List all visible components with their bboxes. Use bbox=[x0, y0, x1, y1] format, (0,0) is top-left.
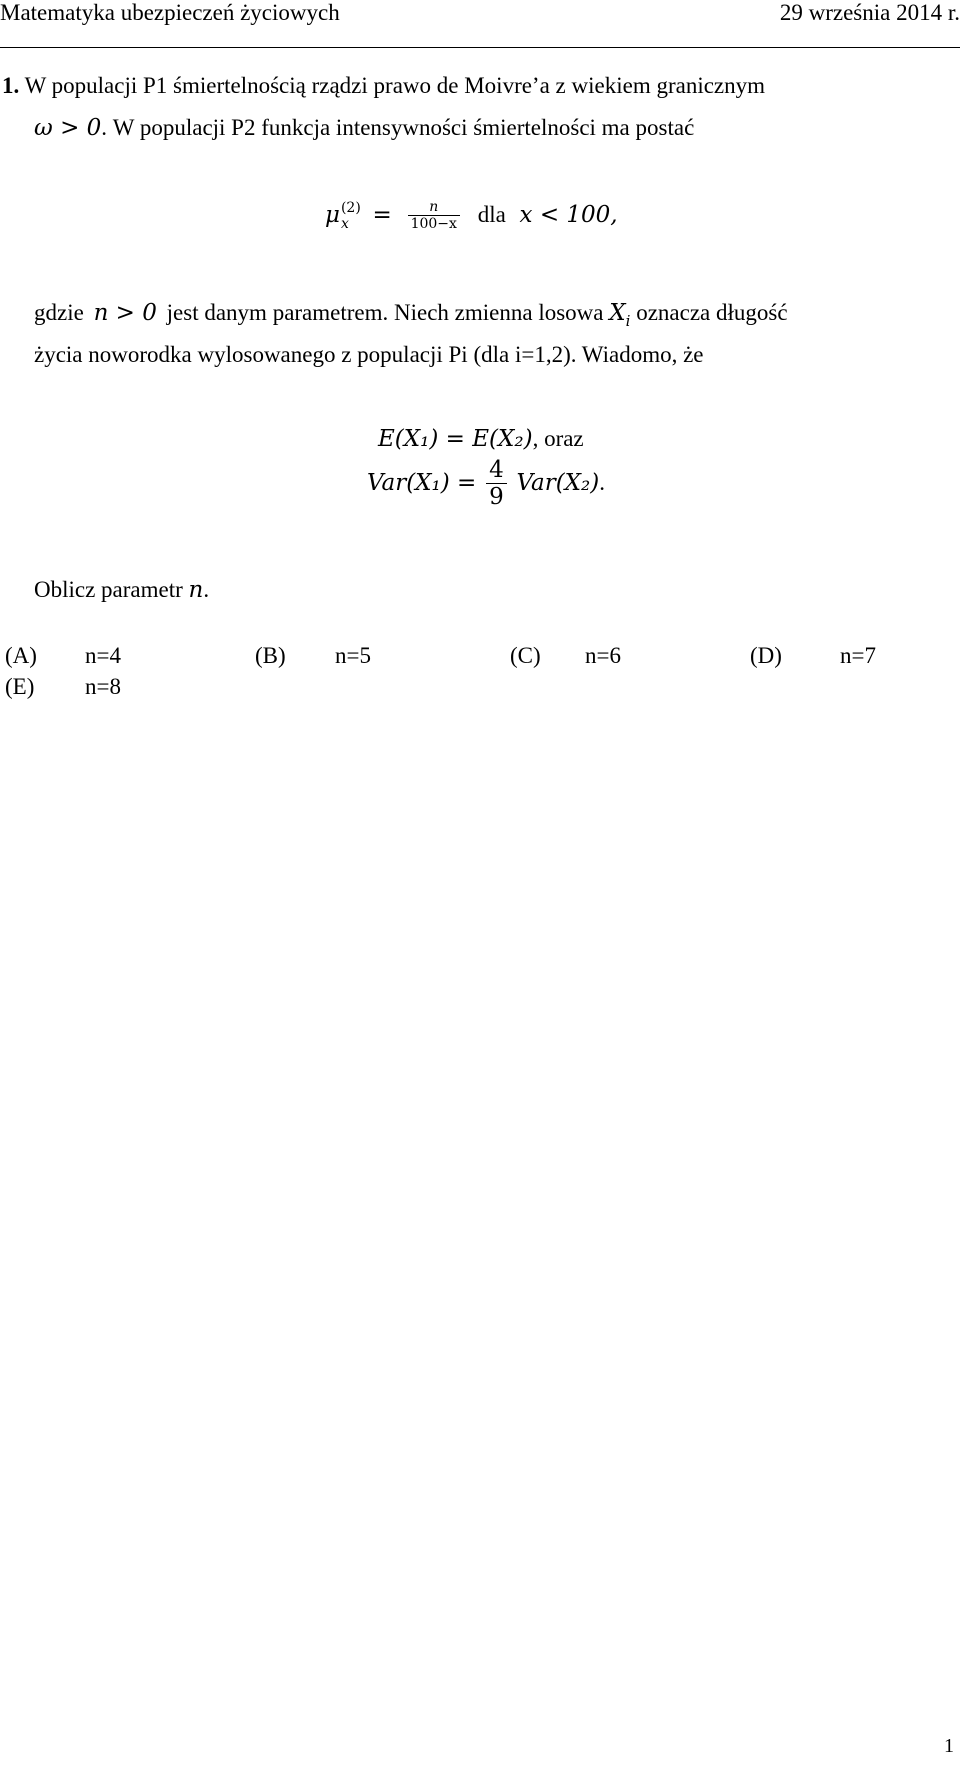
answer-label-b: (B) bbox=[255, 643, 286, 668]
cond2-right: Var(X₂) bbox=[516, 470, 600, 497]
cond2-num: 4 bbox=[489, 457, 504, 483]
omega-condition: ω > 0 bbox=[34, 115, 102, 141]
formula-num: n bbox=[429, 199, 439, 215]
formula-fraction bbox=[408, 200, 460, 233]
answer-value-d: n=7 bbox=[840, 643, 876, 668]
formula-mu: μ bbox=[325, 201, 340, 228]
mortality-formula bbox=[325, 200, 618, 233]
formula-den: 100−x bbox=[410, 216, 457, 233]
cond1-text: , oraz bbox=[532, 426, 584, 451]
condition-variance bbox=[367, 458, 605, 512]
answer-value-e: n=8 bbox=[85, 674, 121, 699]
answer-label-e: (E) bbox=[5, 674, 35, 699]
formula-mu-sub: x bbox=[340, 215, 349, 232]
problem-number: 1. bbox=[2, 73, 20, 98]
formula-eq: = bbox=[372, 201, 392, 228]
header-rule bbox=[0, 47, 960, 48]
problem-line-2 bbox=[34, 115, 694, 141]
cond2-left: Var(X₁) = bbox=[367, 470, 477, 497]
cond2-end: . bbox=[599, 470, 605, 496]
page-number: 1 bbox=[944, 1735, 954, 1757]
header-date: 29 września 2014 r. bbox=[779, 0, 960, 25]
line3-n-condition: n > 0 bbox=[93, 300, 157, 326]
question-oblicz bbox=[34, 577, 209, 603]
oblicz-text: Oblicz parametr bbox=[34, 577, 183, 602]
answer-value-a: n=4 bbox=[85, 643, 121, 668]
formula-cond: x < 100, bbox=[519, 201, 618, 228]
condition-expectation bbox=[378, 426, 584, 452]
problem-line-1 bbox=[2, 73, 765, 99]
header-title: Matematyka ubezpieczeń życiowych bbox=[0, 0, 340, 25]
answer-label-c: (C) bbox=[510, 643, 541, 668]
line3-text-end: oznacza długość bbox=[636, 300, 788, 325]
cond2-fraction bbox=[486, 458, 507, 512]
cond1-math: E(X₁) = E(X₂) bbox=[378, 426, 533, 452]
problem-line-4: życia noworodka wylosowanego z populacji Pi (dla i=1,2). Wiadomo, że bbox=[34, 342, 704, 367]
line3-Xi: $X_i$ bbox=[609, 300, 631, 330]
formula-mu-sup: (2) bbox=[340, 200, 361, 217]
line3-gdzie: gdzie bbox=[34, 300, 84, 325]
oblicz-end: . bbox=[203, 577, 210, 602]
answer-label-d: (D) bbox=[750, 643, 782, 668]
formula-dla: dla bbox=[477, 201, 506, 227]
answer-label-a: (A) bbox=[5, 643, 37, 668]
line3-text: jest danym parametrem. Niech zmienna losowa bbox=[166, 300, 604, 325]
answer-value-b: n=5 bbox=[335, 643, 371, 668]
cond2-den: 9 bbox=[489, 484, 504, 511]
answer-value-c: n=6 bbox=[585, 643, 621, 668]
problem-text-2: . W populacji P2 funkcja intensywności śmiertelności ma postać bbox=[101, 115, 695, 140]
problem-text-1: W populacji P1 śmiertelnością rządzi prawo de Moivre’a z wiekiem granicznym bbox=[24, 73, 766, 98]
problem-line-3 bbox=[34, 300, 788, 330]
oblicz-var: n bbox=[188, 577, 204, 603]
